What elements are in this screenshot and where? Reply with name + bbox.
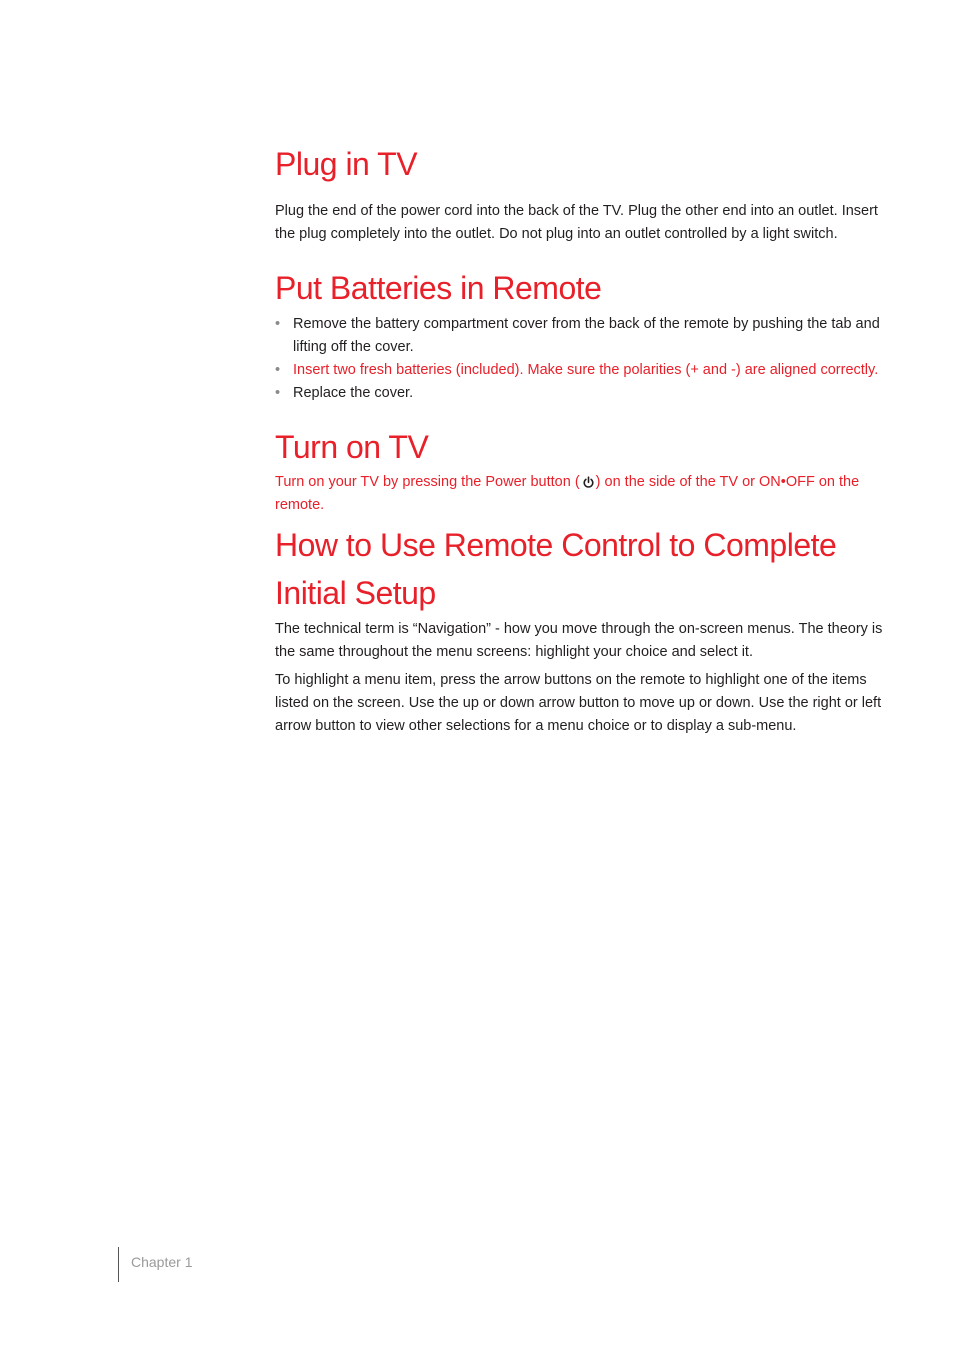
bullet-icon: • — [275, 362, 281, 378]
section-turn-on-tv — [275, 423, 895, 517]
power-icon — [582, 476, 595, 489]
remote-setup-para-1: The technical term is “Navigation” - how you move through the on-screen menus. The theory is the same throughout the menu screens: highlight your choice and select it. — [275, 621, 883, 660]
turn-on-text-start: Turn on your TV by pressing the Power button ( — [275, 474, 580, 490]
footer-divider — [118, 1247, 119, 1282]
list-item-text: Remove the battery compartment cover from the back of the remote by pushing the tab and lifting off the cover. — [293, 316, 880, 355]
footer-chapter-label: Chapter 1 — [131, 1254, 193, 1270]
section-title-put-batteries: Put Batteries in Remote — [275, 270, 602, 306]
page-content — [275, 140, 895, 738]
remote-setup-para-2: To highlight a menu item, press the arrow buttons on the remote to highlight one of the items listed on the screen. Use the up or down arrow button to move up or down. Use the right or left arrow button to view other selections for a menu choice or to display a sub-menu. — [275, 672, 882, 734]
section-plug-in-tv — [275, 140, 895, 246]
section-title-remote-setup: How to Use Remote Control to Complete Initial Setup — [275, 527, 837, 611]
bullet-icon: • — [275, 316, 281, 332]
list-item — [275, 313, 895, 359]
section-put-batteries — [275, 264, 895, 405]
list-item — [275, 382, 895, 405]
battery-steps-list — [275, 313, 895, 405]
turn-on-text-end: ) on the side of the TV or ON•OFF on the remote. — [275, 474, 860, 513]
plug-in-tv-body: Plug the end of the power cord into the back of the TV. Plug the other end into an outlet. Insert the plug completely into the outlet. Do not plug into an outlet controlled by a light switch. — [275, 203, 878, 242]
section-remote-setup — [275, 521, 895, 738]
section-title-turn-on-tv: Turn on TV — [275, 429, 429, 465]
list-item — [275, 359, 895, 382]
list-item-text: Insert two fresh batteries (included). Make sure the polarities (+ and -) are aligned correctly. — [293, 362, 879, 378]
list-item-text: Replace the cover. — [293, 385, 414, 401]
turn-on-tv-body — [275, 471, 895, 517]
bullet-icon: • — [275, 385, 281, 401]
section-title-plug-in-tv: Plug in TV — [275, 146, 418, 182]
